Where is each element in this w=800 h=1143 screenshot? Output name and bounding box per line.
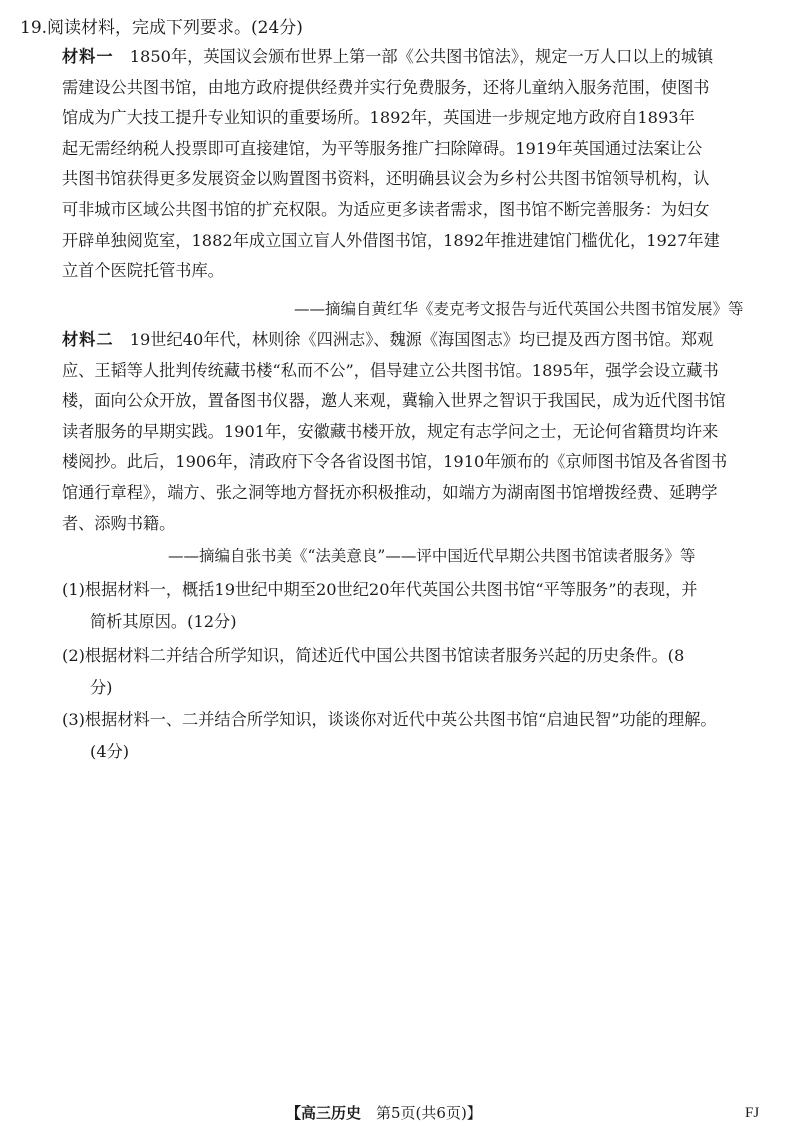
footer-subject: 【高三历史 xyxy=(286,1104,362,1122)
question-header xyxy=(20,16,303,40)
footer-page-label xyxy=(286,1101,482,1125)
sub-question-2 xyxy=(62,640,684,704)
sub-question-text: (3)根据材料一、二并结合所学知识，谈谈你对近代中英公共图书馆“启迪民智”功能的理解。 xyxy=(62,710,717,729)
material-two-source: ——摘编自张书美《“法美意良”——评中国近代早期公共图书馆读者服务》等 xyxy=(168,547,696,565)
material-one xyxy=(62,42,778,287)
material-one-line: 馆成为广大技工提升专业知识的重要场所。1892年，英国进一步规定地方政府自1893年 xyxy=(62,108,695,128)
material-one-line: 共图书馆获得更多发展资金以购置图书资料，还明确县议会为乡村公共图书馆领导机构，认 xyxy=(62,169,710,189)
material-one-line: 材料一 1850年，英国议会颁布世界上第一部《公共图书馆法》，规定一万人口以上的城镇 xyxy=(62,47,714,66)
sub-question-text: 简析其原因。(12分) xyxy=(90,612,237,631)
sub-question-text: (1)根据材料一，概括19世纪中期至20世纪20年代英国公共图书馆“平等服务”的表现，并 xyxy=(62,580,698,599)
material-two-label: 材料二 xyxy=(62,330,114,349)
material-two-line: 者、添购书籍。 xyxy=(62,513,176,533)
sub-question-text: (2)根据材料二并结合所学知识，简述近代中国公共图书馆读者服务兴起的历史条件。(8 xyxy=(62,646,685,665)
material-one-line: 立首个医院托管书库。 xyxy=(62,261,224,281)
material-one-line: 可非城市区域公共图书馆的扩充权限。为适应更多读者需求，图书馆不断完善服务：为妇女 xyxy=(62,199,710,219)
material-two-line: 馆通行章程》，端方、张之洞等地方督抚亦积极推动，如端方为湖南图书馆增拨经费、延聘学 xyxy=(62,482,718,502)
material-two-line: 应、王韬等人批判传统藏书楼“私而不公”，倡导建立公共图书馆。1895年，强学会设立藏书 xyxy=(62,360,719,380)
footer-code: FJ xyxy=(745,1105,760,1121)
material-two-line: 楼阅抄。此后，1906年，清政府下令各省设图书馆，1910年颁布的《京师图书馆及各省图书 xyxy=(62,452,728,472)
material-two-line: 读者服务的早期实践。1901年，安徽藏书楼开放，规定有志学问之士，无论何省籍贯均许来 xyxy=(62,421,719,441)
sub-question-1 xyxy=(62,574,697,638)
material-two-line: 材料二 19世纪40年代，林则徐《四洲志》、魏源《海国图志》均已提及西方图书馆。郑观 xyxy=(62,330,714,349)
footer-page-info: 第5页(共6页)】 xyxy=(376,1104,482,1122)
material-one-label: 材料一 xyxy=(62,47,114,66)
material-one-line: 需建设公共图书馆，由地方政府提供经费并实行免费服务，还将儿童纳入服务范围，使图书 xyxy=(62,77,710,97)
sub-question-text: (4分) xyxy=(90,742,130,761)
question-number: 19. xyxy=(20,18,48,38)
material-one-line: 起无需经纳税人投票即可直接建馆，为平等服务推广扫除障碍。1919年英国通过法案让公 xyxy=(62,138,703,158)
sub-question-text: 分) xyxy=(90,678,113,697)
material-two-line: 楼，面向公众开放，置备图书仪器，邀人来观，冀输入世界之智识于我国民，成为近代图书馆 xyxy=(62,391,726,411)
sub-question-3 xyxy=(62,704,717,768)
material-one-line: 开辟单独阅览室，1882年成立国立盲人外借图书馆，1892年推进建馆门槛优化，1927年建 xyxy=(62,230,720,250)
material-two xyxy=(62,325,778,539)
question-prompt: 阅读材料，完成下列要求。(24分) xyxy=(47,18,303,38)
material-one-source: ——摘编自黄红华《麦克考文报告与近代英国公共图书馆发展》等 xyxy=(294,300,744,318)
